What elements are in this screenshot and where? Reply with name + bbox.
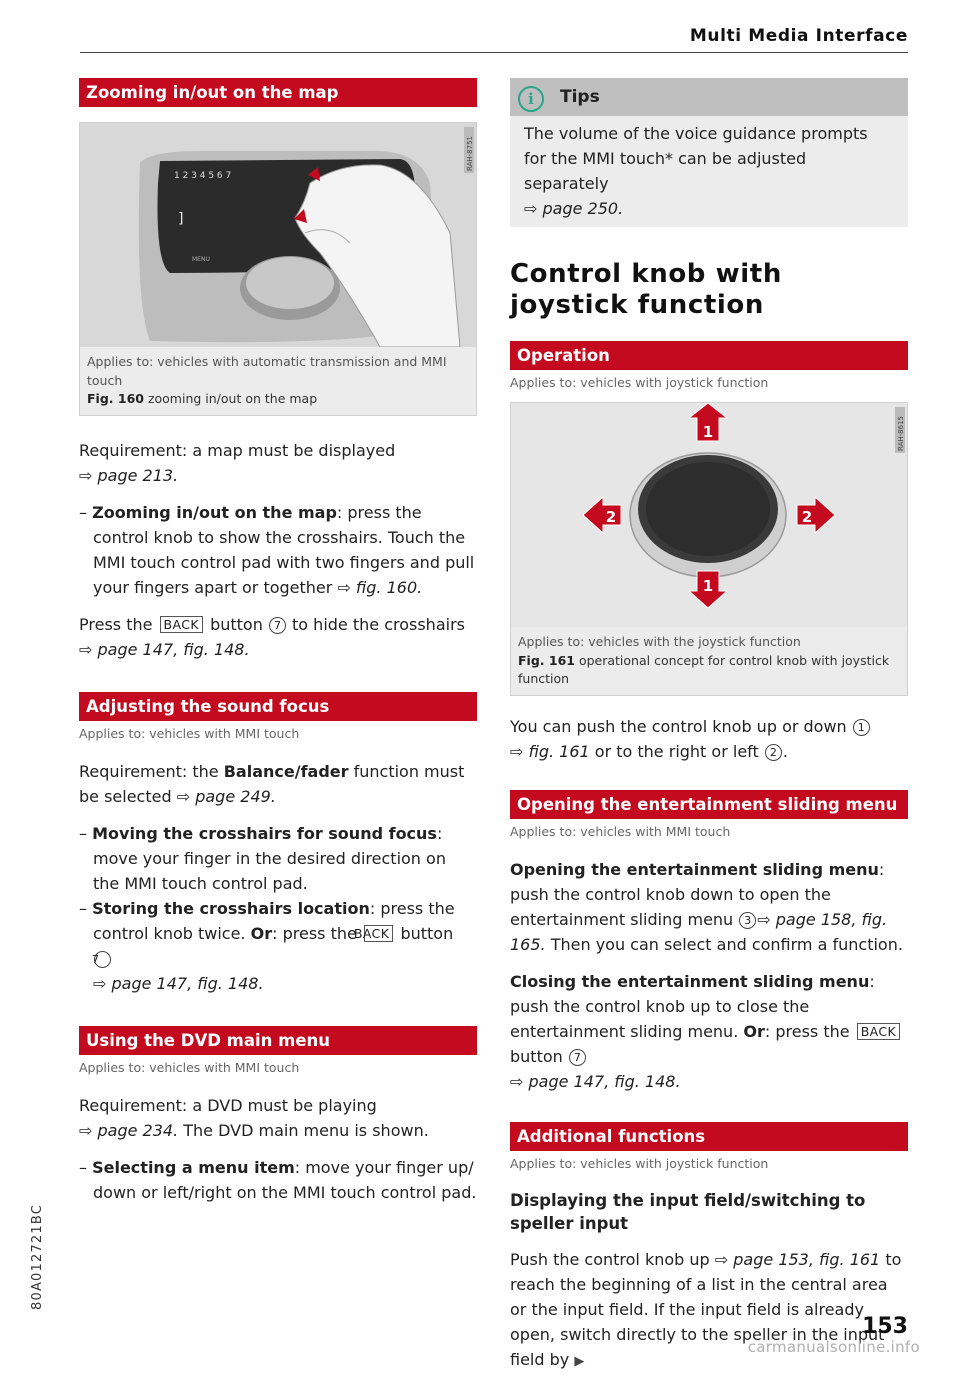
- sliding-open-text: Opening the entertainment sliding menu: push the control knob down to open the entertainment sliding menu 3 ⇨ page 158, fig. 165. Then you can select and confirm a function.: [510, 859, 903, 954]
- section-title-sound-focus: Adjusting the sound focus: [79, 692, 477, 721]
- sound-requirement: Requirement: the Balance/fader function must be selected ⇨ page 249.: [79, 761, 465, 806]
- link-fig-160[interactable]: ⇨ fig. 160.: [337, 577, 423, 597]
- fig160-menu-label: MENU: [192, 256, 210, 263]
- tips-title: Tips: [560, 87, 600, 107]
- right-column: [510, 78, 908, 1386]
- figure-161: [510, 402, 908, 696]
- zoom-bullet: – Zooming in/out on the map: press the control knob to show the crosshairs. Touch the MMI touch control pad with two fingers and pull your fingers apart or together ⇨ fig. 160.: [79, 502, 475, 597]
- fig161-caption: [511, 627, 907, 695]
- operation-text: You can push the control knob up or down 1 ⇨ fig. 161 or to the right or left 2 .: [510, 714, 908, 764]
- link-page-250[interactable]: ⇨ page 250.: [524, 199, 624, 218]
- page-number: 153: [862, 1314, 908, 1339]
- header-title: Multi Media Interface: [689, 26, 908, 46]
- fig161-applies: Applies to: vehicles with the joystick function: [518, 634, 801, 649]
- watermark: carmanualsonline.info: [747, 1338, 920, 1356]
- dvd-requirement: Requirement: a DVD must be playing ⇨ page 234. The DVD main menu is shown.: [79, 1095, 429, 1140]
- tips-header: [510, 78, 908, 116]
- arrow-left-label: 2: [605, 508, 617, 526]
- section-title-sliding-menu: Opening the entertainment sliding menu: [510, 790, 908, 819]
- section-title-operation: Operation: [510, 341, 908, 370]
- dvd-bullet: – Selecting a menu item: move your finger up/ down or left/right on the MMI touch control pad.: [79, 1157, 477, 1202]
- fig160-desc: zooming in/out on the map: [147, 391, 318, 406]
- dvd-applies: Applies to: vehicles with MMI touch: [79, 1059, 300, 1075]
- continue-arrow-icon: ▶: [574, 1353, 585, 1369]
- link-page-147[interactable]: ⇨ page 147, fig. 148.: [510, 1071, 681, 1091]
- link-page-234[interactable]: ⇨ page 234.: [79, 1120, 179, 1140]
- subheading-input-field: Displaying the input field/switching to speller input: [510, 1190, 866, 1233]
- callout-7: 7: [94, 951, 111, 968]
- header-rule: [80, 52, 908, 53]
- link-page-147[interactable]: ⇨ page 147, fig. 148.: [93, 973, 264, 993]
- zoom-requirement: Requirement: a map must be displayed ⇨ page 213.: [79, 440, 396, 485]
- fig160-label: Fig. 160: [87, 391, 144, 406]
- fig161-desc: operational concept for control knob with joystick function: [518, 652, 890, 686]
- back-key: BACK: [857, 1023, 900, 1040]
- sound-bullet-2: – Storing the crosshairs location: press the control knob twice. Or: press the BACK button 7 ⇨ page 147, fig. 148.: [79, 898, 455, 993]
- fig160-applies: Applies to: vehicles with automatic transmission and MMI touch: [87, 354, 447, 388]
- link-page-147[interactable]: ⇨ page 147, fig. 148.: [79, 639, 250, 659]
- fig160-caption: [80, 347, 476, 415]
- fig161-code: RAH-8615: [897, 416, 905, 451]
- callout-7: 7: [569, 1049, 586, 1066]
- operation-applies: Applies to: vehicles with joystick function: [510, 375, 769, 390]
- sliding-applies: Applies to: vehicles with MMI touch: [510, 823, 731, 839]
- figure-160: [79, 122, 477, 416]
- additional-text: Push the control knob up ⇨ page 153, fig. 161 to reach the beginning of a list in the central area or the input field. If the input field is already open, switch directly to the speller in the input field by ▶: [510, 1249, 902, 1369]
- section-title-zooming: Zooming in/out on the map: [79, 78, 477, 107]
- arrow-down-label: 1: [702, 577, 714, 595]
- left-column: [79, 78, 477, 1205]
- back-key: BACK: [364, 925, 393, 942]
- back-key: BACK: [160, 616, 203, 633]
- callout-1: 1: [853, 719, 870, 736]
- arrow-up-label: 1: [702, 423, 714, 441]
- chapter-heading: Control knob with joystick function: [510, 259, 782, 320]
- link-page-213[interactable]: ⇨ page 213.: [79, 465, 179, 485]
- zoom-back-note: Press the BACK button 7 to hide the crosshairs ⇨ page 147, fig. 148.: [79, 614, 465, 659]
- callout-2: 2: [765, 744, 782, 761]
- link-page-249[interactable]: ⇨ page 249.: [176, 786, 276, 806]
- fig160-illustration: [80, 123, 476, 347]
- arrow-right-label: 2: [801, 508, 813, 526]
- link-fig-161[interactable]: ⇨ fig. 161: [510, 741, 590, 761]
- additional-applies: Applies to: vehicles with joystick function: [510, 1155, 769, 1171]
- tips-box: [510, 78, 908, 227]
- section-title-dvd: Using the DVD main menu: [79, 1026, 477, 1055]
- section-title-additional: Additional functions: [510, 1122, 908, 1151]
- tips-body: The volume of the voice guidance prompts for the MMI touch* can be adjusted separately ⇨ page 250.: [524, 124, 868, 218]
- callout-3: 3: [739, 912, 756, 929]
- fig161-illustration: [511, 403, 907, 627]
- info-icon: i: [518, 86, 544, 112]
- fig160-code: RAH-8751: [466, 136, 474, 171]
- document-code: 80A012721BC: [30, 1203, 45, 1310]
- sound-bullet-1: – Moving the crosshairs for sound focus: move your finger in the desired direction on the MMI touch control pad.: [79, 823, 446, 893]
- sound-applies: Applies to: vehicles with MMI touch: [79, 725, 300, 741]
- link-page-153[interactable]: ⇨ page 153, fig. 161: [714, 1249, 881, 1269]
- sliding-close-text: Closing the entertainment sliding menu: push the control knob up to close the entertainment sliding menu. Or: press the BACK button 7 ⇨ page 147, fig. 148.: [510, 969, 908, 1094]
- fig161-label: Fig. 161: [518, 652, 575, 668]
- svg-text:]: ]: [178, 211, 184, 227]
- callout-7: 7: [269, 617, 286, 634]
- fig160-scale: 1 2 3 4 5 6 7: [174, 171, 232, 181]
- link-page-158[interactable]: ⇨ page 158, fig. 165.: [510, 909, 888, 954]
